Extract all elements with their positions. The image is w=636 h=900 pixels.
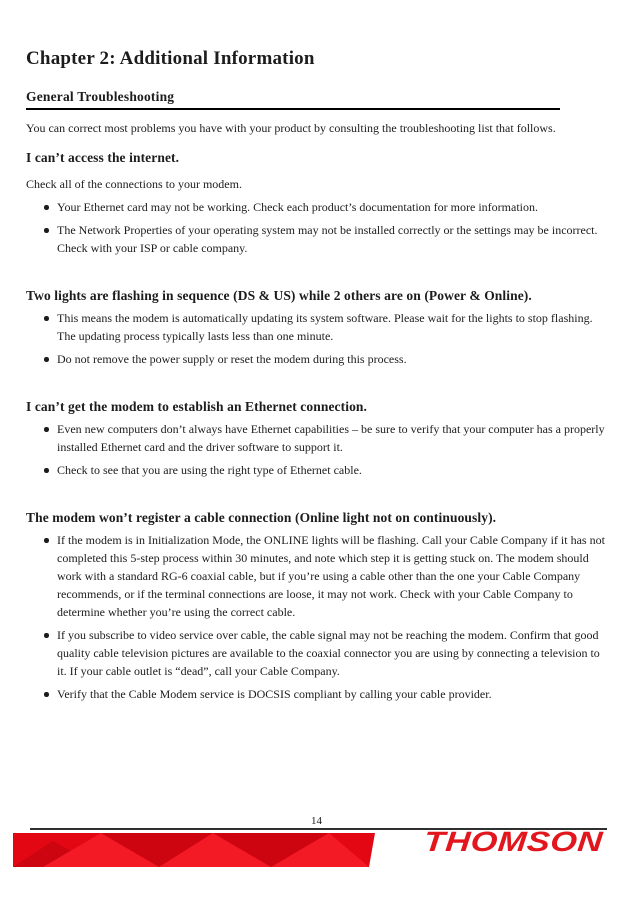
section-bullet-list [26, 531, 607, 703]
troubleshooting-section [26, 287, 607, 368]
list-item [26, 531, 607, 621]
list-item [26, 350, 607, 368]
bullet-text: If the modem is in Initialization Mode, the ONLINE lights will be flashing. Call your Cable Company if it has not completed this 5-step process within 30 minutes, and note which step it is getting stuck on. The modem should work with a standard RG-6 coaxial cable, but if you’re using a cable other than the one your Cable Company recommends, or if the terminal connections are loose, it may not work. Check with your Cable Company to determine whether you’re using the correct cable. [57, 533, 605, 619]
troubleshooting-section [26, 398, 607, 479]
bullet-text: This means the modem is automatically updating its system software. Please wait for the lights to stop flashing. The updating process typically lasts less than one minute. [57, 311, 593, 343]
list-item [26, 685, 607, 703]
list-item [26, 221, 607, 257]
section-heading: I can’t access the internet. [26, 150, 180, 165]
bullet-icon [44, 357, 49, 362]
brand-banner-graphic [13, 833, 375, 867]
chapter-title: Chapter 2: Additional Information [26, 48, 315, 69]
bullet-icon [44, 692, 49, 697]
bullet-icon [44, 228, 49, 233]
page-content [26, 47, 607, 703]
section-lead: Check all of the connections to your modem. [26, 177, 242, 191]
page-number: 14 [311, 815, 322, 827]
thomson-logo: THOMSON [422, 826, 605, 857]
bullet-text: Even new computers don’t always have Ethernet capabilities – be sure to verify that your computer has a properly installed Ethernet card and the driver software to support it. [57, 422, 605, 454]
troubleshooting-section [26, 509, 607, 703]
section-heading: The modem won’t register a cable connection (Online light not on continuously). [26, 510, 497, 525]
section-bullet-list [26, 420, 607, 479]
bullet-icon [44, 427, 49, 432]
bullet-text: Verify that the Cable Modem service is DOCSIS compliant by calling your cable provider. [57, 687, 492, 701]
bullet-icon [44, 538, 49, 543]
bullet-icon [44, 633, 49, 638]
bullet-text: The Network Properties of your operating system may not be installed correctly or the settings may be incorrect. Check with your ISP or cable company. [57, 223, 598, 255]
list-item [26, 198, 607, 216]
section-bullet-list [26, 198, 607, 257]
list-item [26, 309, 607, 345]
section-heading: Two lights are flashing in sequence (DS & US) while 2 others are on (Power & Online). [26, 288, 532, 303]
bullet-text: Do not remove the power supply or reset the modem during this process. [57, 352, 407, 366]
bullet-icon [44, 468, 49, 473]
list-item [26, 461, 607, 479]
general-troubleshooting-heading: General Troubleshooting [26, 89, 560, 110]
list-item [26, 420, 607, 456]
section-heading: I can’t get the modem to establish an Ethernet connection. [26, 399, 368, 414]
bullet-text: Your Ethernet card may not be working. Check each product’s documentation for more information. [57, 200, 538, 214]
intro-paragraph: You can correct most problems you have with your product by consulting the troubleshooting list that follows. [26, 121, 556, 135]
troubleshooting-section [26, 149, 607, 257]
bullet-text: Check to see that you are using the right type of Ethernet cable. [57, 463, 362, 477]
troubleshooting-sections [26, 149, 607, 703]
section-bullet-list [26, 309, 607, 368]
bullet-icon [44, 205, 49, 210]
bullet-icon [44, 316, 49, 321]
bullet-text: If you subscribe to video service over cable, the cable signal may not be reaching the modem. Confirm that good quality cable television pictures are available to the coaxial connector you are using by connecting a television to it. If your cable outlet is “dead”, call your Cable Company. [57, 628, 600, 678]
list-item [26, 626, 607, 680]
